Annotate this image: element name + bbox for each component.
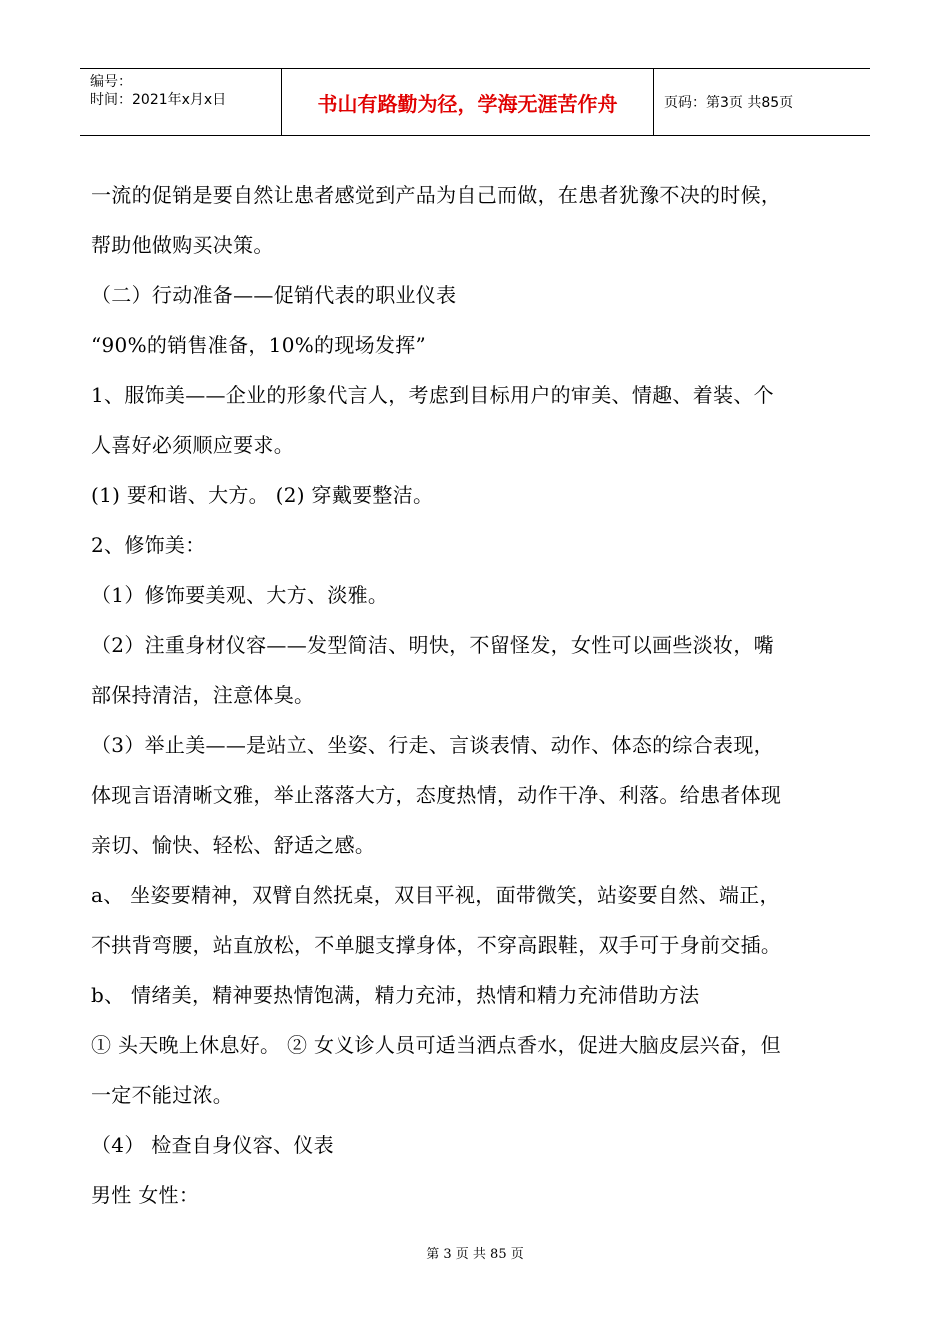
body-line: 不拱背弯腰，站直放松，不单腿支撑身体，不穿高跟鞋，双手可于身前交插。 bbox=[91, 933, 782, 957]
body-line: (1) 要和谐、大方。 (2) 穿戴要整洁。 bbox=[91, 483, 434, 507]
header-info-cell bbox=[80, 69, 282, 135]
page-code: 页码：第3页 共85页 bbox=[664, 95, 794, 111]
body-line: a、 坐姿要精神，双臂自然抚桌，双目平视，面带微笑，站姿要自然、端正， bbox=[91, 883, 780, 907]
body-line: 一定不能过浓。 bbox=[91, 1083, 234, 1107]
header-page-cell bbox=[654, 69, 870, 135]
body-line: 一流的促销是要自然让患者感觉到产品为自己而做，在患者犹豫不决的时候， bbox=[91, 183, 782, 207]
body-line: 部保持清洁，注意体臭。 bbox=[91, 683, 315, 707]
body-line: “90%的销售准备，10%的现场发挥” bbox=[91, 333, 427, 357]
body-line: 男性 女性： bbox=[91, 1183, 200, 1207]
time-label: 时间：2021年x月x日 bbox=[90, 92, 227, 108]
body-line: （4） 检查自身仪容、仪表 bbox=[91, 1133, 334, 1157]
body-line: 1、服饰美——企业的形象代言人，考虑到目标用户的审美、情趣、着装、个 bbox=[91, 383, 774, 407]
body-line: b、 情绪美，精神要热情饱满，精力充沛，热情和精力充沛借助方法 bbox=[91, 983, 700, 1007]
body-line: 亲切、愉快、轻松、舒适之感。 bbox=[91, 833, 376, 857]
body-line: 帮助他做购买决策。 bbox=[91, 233, 274, 257]
body-line: 2、修饰美： bbox=[91, 533, 206, 557]
body-line: （3）举止美——是站立、坐姿、行走、言谈表情、动作、体态的综合表现， bbox=[91, 733, 774, 757]
body-line: 体现言语清晰文雅，举止落落大方，态度热情，动作干净、利落。给患者体现 bbox=[91, 783, 782, 807]
body-line: （1）修饰要美观、大方、淡雅。 bbox=[91, 583, 389, 607]
body-line: （2）注重身材仪容——发型简洁、明快，不留怪发，女性可以画些淡妆，嘴 bbox=[91, 633, 774, 657]
motto: 书山有路勤为径，学海无涯苦作舟 bbox=[317, 92, 618, 116]
body-line: （二）行动准备——促销代表的职业仪表 bbox=[91, 283, 457, 307]
header-motto-cell bbox=[282, 69, 654, 135]
document-body bbox=[91, 170, 866, 1220]
serial-label: 编号： bbox=[90, 74, 132, 90]
page-header bbox=[80, 68, 870, 136]
body-line: ① 头天晚上休息好。 ② 女义诊人员可适当洒点香水，促进大脑皮层兴奋，但 bbox=[91, 1033, 781, 1057]
page-footer: 第 3 页 共 85 页 bbox=[426, 1247, 524, 1262]
body-line: 人喜好必须顺应要求。 bbox=[91, 433, 294, 457]
